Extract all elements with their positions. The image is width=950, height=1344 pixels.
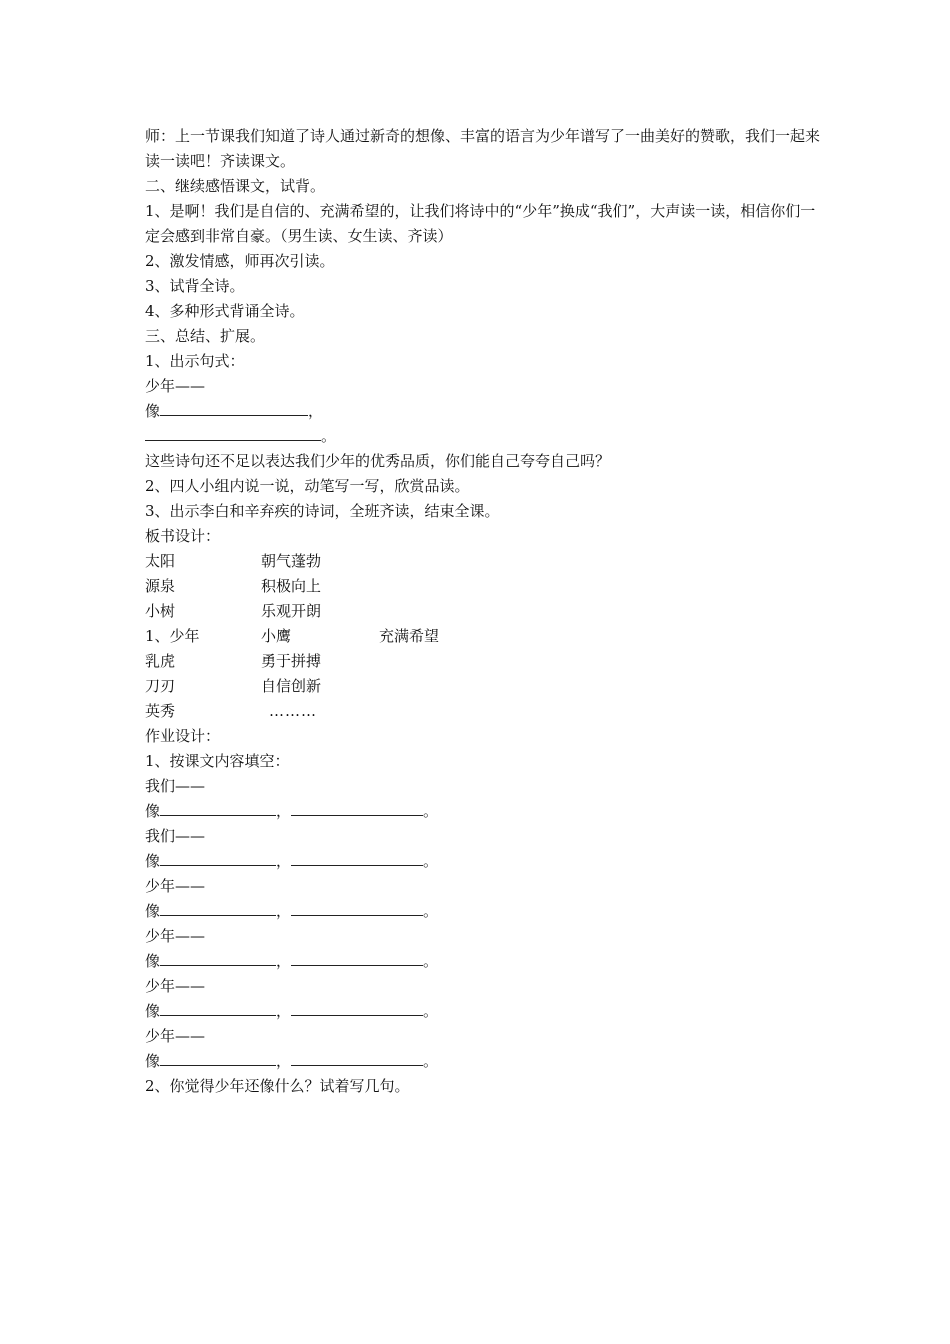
- homework-line: [145, 949, 825, 974]
- line-prefix: 像: [145, 952, 161, 970]
- line-comma: ，: [276, 1002, 292, 1020]
- board-row: [145, 674, 825, 699]
- board-design: [145, 549, 825, 724]
- board-cell: 充满希望: [379, 627, 440, 645]
- board-cell: 小鹰: [261, 627, 292, 645]
- homework-item-1: 1、按课文内容填空：: [145, 752, 290, 770]
- section2-item-4: 4、多种形式背诵全诗。: [145, 302, 305, 320]
- line-comma: ，: [276, 1052, 292, 1070]
- fill-blank[interactable]: [291, 999, 423, 1016]
- board-row: [145, 624, 825, 649]
- homework-subject: 少年——: [145, 977, 206, 995]
- pattern-prefix: 像: [145, 402, 161, 420]
- fill-blank[interactable]: [160, 899, 276, 916]
- fill-blank[interactable]: [160, 1049, 276, 1066]
- fill-blank[interactable]: [291, 949, 423, 966]
- section2-item-2: 2、激发情感，师再次引读。: [145, 252, 335, 270]
- fill-blank[interactable]: [160, 799, 276, 816]
- board-cell: 刀刃: [145, 677, 176, 695]
- section3-after-2: 2、四人小组内说一说，动笔写一写，欣赏品读。: [145, 477, 470, 495]
- board-heading: 板书设计：: [145, 527, 221, 545]
- line-comma: ，: [276, 852, 292, 870]
- line-comma: ，: [276, 902, 292, 920]
- board-cell: 太阳: [145, 552, 176, 570]
- board-cell: 小树: [145, 602, 176, 620]
- board-cell: 乳虎: [145, 652, 176, 670]
- fill-blank[interactable]: [145, 424, 321, 441]
- board-row: [145, 699, 825, 724]
- homework-subject: 少年——: [145, 927, 206, 945]
- section2-heading: 二、继续感悟课文，试背。: [145, 177, 326, 195]
- section2-item-3: 3、试背全诗。: [145, 277, 245, 295]
- line-prefix: 像: [145, 1052, 161, 1070]
- line-period: 。: [423, 902, 439, 920]
- section3-item-1: 1、出示句式：: [145, 352, 245, 370]
- fill-blank[interactable]: [291, 1049, 423, 1066]
- board-cell: 1、少年: [145, 627, 200, 645]
- board-cell: ………: [269, 702, 317, 720]
- board-cell: 源泉: [145, 577, 176, 595]
- line-prefix: 像: [145, 1002, 161, 1020]
- line-comma: ，: [276, 802, 292, 820]
- line-prefix: 像: [145, 852, 161, 870]
- board-row: [145, 549, 825, 574]
- pattern-line-2: [145, 424, 825, 449]
- board-cell: 英秀: [145, 702, 176, 720]
- section3-after-3: 3、出示李白和辛弃疾的诗词，全班齐读，结束全课。: [145, 502, 500, 520]
- board-cell: 积极向上: [261, 577, 322, 595]
- teacher-intro: 师：上一节课我们知道了诗人通过新奇的想像、丰富的语言为少年谱写了一曲美好的赞歌，我们一起来读一读吧！齐读课文。: [145, 127, 821, 170]
- board-cell: 勇于拼搏: [261, 652, 322, 670]
- homework-subject: 少年——: [145, 1027, 206, 1045]
- pattern-period: 。: [321, 427, 337, 445]
- pattern-subject: 少年——: [145, 377, 206, 395]
- homework-item-2: 2、你觉得少年还像什么？试着写几句。: [145, 1077, 410, 1095]
- fill-blank[interactable]: [160, 999, 276, 1016]
- homework-line: [145, 849, 825, 874]
- board-row: [145, 649, 825, 674]
- homework-heading: 作业设计：: [145, 727, 221, 745]
- line-period: 。: [423, 1052, 439, 1070]
- pattern-line: [145, 399, 825, 424]
- homework-subject: 我们——: [145, 827, 206, 845]
- homework-line: [145, 1049, 825, 1074]
- board-cell: 乐观开朗: [261, 602, 322, 620]
- fill-blank[interactable]: [160, 949, 276, 966]
- board-row: [145, 574, 825, 599]
- line-prefix: 像: [145, 902, 161, 920]
- board-row: [145, 599, 825, 624]
- section2-item-1: 1、是啊！我们是自信的、充满希望的，让我们将诗中的“少年”换成“我们”，大声读一读，相信你们一定会感到非常自豪。（男生读、女生读、齐读）: [145, 202, 816, 245]
- section3-heading: 三、总结、扩展。: [145, 327, 266, 345]
- fill-blank[interactable]: [160, 849, 276, 866]
- fill-blank[interactable]: [160, 399, 308, 416]
- homework-subject: 我们——: [145, 777, 206, 795]
- line-period: 。: [423, 802, 439, 820]
- homework-subject: 少年——: [145, 877, 206, 895]
- line-comma: ，: [276, 952, 292, 970]
- pattern-comma: ，: [308, 402, 324, 420]
- section3-after-1: 这些诗句还不足以表达我们少年的优秀品质，你们能自己夸夸自己吗？: [145, 452, 611, 470]
- fill-blank[interactable]: [291, 899, 423, 916]
- line-period: 。: [423, 1002, 439, 1020]
- line-period: 。: [423, 952, 439, 970]
- board-cell: 自信创新: [261, 677, 322, 695]
- homework-line: [145, 799, 825, 824]
- document-page: [145, 124, 825, 1099]
- fill-blank[interactable]: [291, 799, 423, 816]
- line-period: 。: [423, 852, 439, 870]
- homework-line: [145, 899, 825, 924]
- fill-blank[interactable]: [291, 849, 423, 866]
- homework-line: [145, 999, 825, 1024]
- line-prefix: 像: [145, 802, 161, 820]
- board-cell: 朝气蓬勃: [261, 552, 322, 570]
